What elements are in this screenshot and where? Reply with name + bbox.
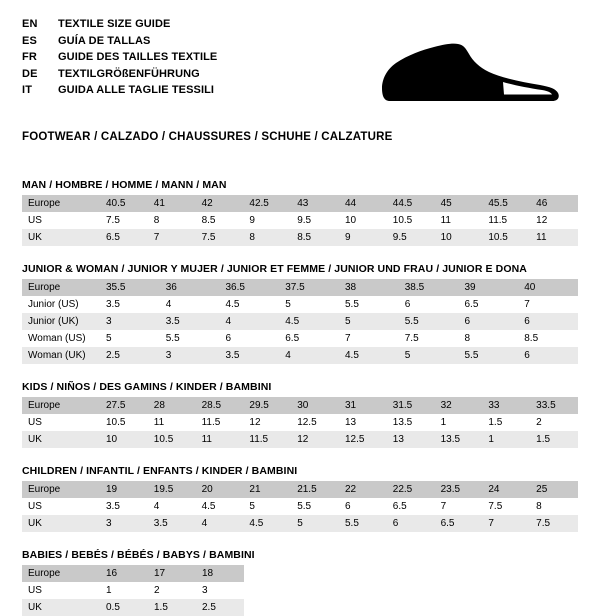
size-section xyxy=(22,465,578,532)
column-header-cell: 32 xyxy=(435,397,483,414)
size-cell: 12 xyxy=(530,212,578,229)
size-cell: 5 xyxy=(243,498,291,515)
table-header-row xyxy=(22,195,578,212)
size-cell: 2.5 xyxy=(196,599,244,616)
column-header-cell: 19 xyxy=(100,481,148,498)
section-title: MAN / HOMBRE / HOMME / MANN / MAN xyxy=(22,179,227,191)
column-header-cell: 38 xyxy=(339,279,399,296)
column-header-cell: 19.5 xyxy=(148,481,196,498)
row-label: Europe xyxy=(22,195,100,212)
column-header-cell: 37.5 xyxy=(279,279,339,296)
size-cell: 5 xyxy=(279,296,339,313)
dress-shoe-icon xyxy=(374,30,564,115)
size-cell: 6 xyxy=(518,347,578,364)
table-row xyxy=(22,212,578,229)
size-cell: 11 xyxy=(148,414,196,431)
column-header-cell: 22.5 xyxy=(387,481,435,498)
size-section xyxy=(22,549,578,616)
size-table xyxy=(22,279,578,364)
table-row xyxy=(22,347,578,364)
size-cell: 11.5 xyxy=(196,414,244,431)
size-cell: 5.5 xyxy=(339,515,387,532)
size-cell: 3.5 xyxy=(148,515,196,532)
table-header-row xyxy=(22,481,578,498)
column-header-cell: 25 xyxy=(530,481,578,498)
column-header-cell: 28.5 xyxy=(196,397,244,414)
size-cell: 4.5 xyxy=(196,498,244,515)
size-cell: 7.5 xyxy=(530,515,578,532)
language-title: GUÍA DE TALLAS xyxy=(58,34,151,47)
column-header-cell: 27.5 xyxy=(100,397,148,414)
size-cell: 1 xyxy=(435,414,483,431)
size-cell: 10 xyxy=(435,229,483,246)
column-header-cell: 38.5 xyxy=(399,279,459,296)
column-header-cell: 29.5 xyxy=(243,397,291,414)
column-header-cell: 24 xyxy=(482,481,530,498)
row-label: Europe xyxy=(22,279,100,296)
column-header-cell: 43 xyxy=(291,195,339,212)
size-cell: 4 xyxy=(160,296,220,313)
size-cell: 0.5 xyxy=(100,599,148,616)
size-cell: 3.5 xyxy=(100,296,160,313)
size-cell: 8 xyxy=(459,330,519,347)
row-label: US xyxy=(22,498,100,515)
size-cell: 7 xyxy=(435,498,483,515)
size-cell: 9.5 xyxy=(387,229,435,246)
size-cell: 11.5 xyxy=(243,431,291,448)
size-cell: 6.5 xyxy=(387,498,435,515)
size-cell: 4.5 xyxy=(339,347,399,364)
row-label: Europe xyxy=(22,397,100,414)
section-title: CHILDREN / INFANTIL / ENFANTS / KINDER / BAMBINI xyxy=(22,465,298,477)
size-cell: 6.5 xyxy=(279,330,339,347)
row-label: UK xyxy=(22,515,100,532)
size-cell: 5 xyxy=(291,515,339,532)
size-section xyxy=(22,381,578,448)
size-cell: 6 xyxy=(459,313,519,330)
size-table xyxy=(22,565,244,616)
section-title: BABIES / BEBÉS / BÉBÉS / BABYS / BAMBINI xyxy=(22,549,255,561)
size-cell: 12 xyxy=(243,414,291,431)
language-title: TEXTILGRÖßENFÜHRUNG xyxy=(58,67,200,80)
row-label: Woman (UK) xyxy=(22,347,100,364)
row-label: UK xyxy=(22,229,100,246)
row-label: Junior (US) xyxy=(22,296,100,313)
size-cell: 11 xyxy=(530,229,578,246)
column-header-cell: 21.5 xyxy=(291,481,339,498)
size-cell: 6.5 xyxy=(100,229,148,246)
row-label: Junior (UK) xyxy=(22,313,100,330)
column-header-cell: 40.5 xyxy=(100,195,148,212)
size-cell: 3.5 xyxy=(220,347,280,364)
table-row xyxy=(22,431,578,448)
table-row xyxy=(22,582,244,599)
column-header-cell: 31 xyxy=(339,397,387,414)
size-cell: 11 xyxy=(435,212,483,229)
size-cell: 1 xyxy=(482,431,530,448)
size-cell: 2 xyxy=(530,414,578,431)
column-header-cell: 44 xyxy=(339,195,387,212)
table-header-row xyxy=(22,565,244,582)
size-cell: 8 xyxy=(243,229,291,246)
language-title: GUIDE DES TAILLES TEXTILE xyxy=(58,51,218,63)
column-header-cell: 20 xyxy=(196,481,244,498)
column-header-cell: 45.5 xyxy=(482,195,530,212)
column-header-cell: 28 xyxy=(148,397,196,414)
size-cell: 1.5 xyxy=(148,599,196,616)
size-cell: 12 xyxy=(291,431,339,448)
size-cell: 4 xyxy=(279,347,339,364)
size-cell: 7.5 xyxy=(482,498,530,515)
size-cell: 5.5 xyxy=(339,296,399,313)
column-header-cell: 33 xyxy=(482,397,530,414)
size-cell: 8 xyxy=(530,498,578,515)
column-header-cell: 21 xyxy=(243,481,291,498)
size-cell: 10.5 xyxy=(148,431,196,448)
language-title-list xyxy=(22,16,217,99)
size-cell: 10 xyxy=(100,431,148,448)
column-header-cell: 33.5 xyxy=(530,397,578,414)
size-cell: 12.5 xyxy=(339,431,387,448)
size-table xyxy=(22,397,578,448)
size-cell: 8.5 xyxy=(518,330,578,347)
size-cell: 7 xyxy=(148,229,196,246)
language-title-row xyxy=(22,82,217,99)
size-table xyxy=(22,195,578,246)
language-code: DE xyxy=(22,67,38,80)
size-cell: 3 xyxy=(160,347,220,364)
size-cell: 6.5 xyxy=(435,515,483,532)
language-code: IT xyxy=(22,84,33,96)
size-cell: 9 xyxy=(243,212,291,229)
size-cell: 4 xyxy=(148,498,196,515)
column-header-cell: 31.5 xyxy=(387,397,435,414)
page-header xyxy=(22,16,578,115)
size-cell: 6 xyxy=(220,330,280,347)
size-cell: 10.5 xyxy=(100,414,148,431)
size-cell: 4.5 xyxy=(243,515,291,532)
size-cell: 5.5 xyxy=(459,347,519,364)
size-cell: 10.5 xyxy=(482,229,530,246)
size-cell: 4 xyxy=(220,313,280,330)
size-cell: 10.5 xyxy=(387,212,435,229)
row-label: US xyxy=(22,582,100,599)
column-header-cell: 44.5 xyxy=(387,195,435,212)
size-cell: 4.5 xyxy=(279,313,339,330)
size-cell: 7.5 xyxy=(399,330,459,347)
size-cell: 13.5 xyxy=(435,431,483,448)
column-header-cell: 46 xyxy=(530,195,578,212)
language-code: FR xyxy=(22,51,38,63)
size-cell: 1.5 xyxy=(530,431,578,448)
size-cell: 8.5 xyxy=(291,229,339,246)
size-cell: 2.5 xyxy=(100,347,160,364)
section-title: JUNIOR & WOMAN / JUNIOR Y MUJER / JUNIOR ET FEMME / JUNIOR UND FRAU / JUNIOR E DONA xyxy=(22,263,527,275)
size-table xyxy=(22,481,578,532)
table-header-row xyxy=(22,397,578,414)
table-row xyxy=(22,599,244,616)
size-cell: 8.5 xyxy=(196,212,244,229)
column-header-cell: 30 xyxy=(291,397,339,414)
language-title-row xyxy=(22,33,217,50)
size-cell: 3 xyxy=(196,582,244,599)
table-row xyxy=(22,313,578,330)
size-cell: 1.5 xyxy=(482,414,530,431)
table-row xyxy=(22,414,578,431)
size-cell: 5 xyxy=(339,313,399,330)
size-cell: 6 xyxy=(399,296,459,313)
section-title: KIDS / NIÑOS / DES GAMINS / KINDER / BAMBINI xyxy=(22,381,272,393)
column-header-cell: 36.5 xyxy=(220,279,280,296)
column-header-cell: 45 xyxy=(435,195,483,212)
size-cell: 11 xyxy=(196,431,244,448)
table-row xyxy=(22,330,578,347)
row-label: Woman (US) xyxy=(22,330,100,347)
table-row xyxy=(22,498,578,515)
size-cell: 1 xyxy=(100,582,148,599)
size-cell: 6.5 xyxy=(459,296,519,313)
size-cell: 5.5 xyxy=(399,313,459,330)
size-cell: 3.5 xyxy=(100,498,148,515)
table-row xyxy=(22,296,578,313)
language-title-row xyxy=(22,66,217,83)
row-label: Europe xyxy=(22,481,100,498)
size-cell: 13.5 xyxy=(387,414,435,431)
size-cell: 2 xyxy=(148,582,196,599)
size-cell: 7 xyxy=(518,296,578,313)
language-title: GUIDA ALLE TAGLIE TESSILI xyxy=(58,84,215,96)
column-header-cell: 23.5 xyxy=(435,481,483,498)
size-cell: 3.5 xyxy=(160,313,220,330)
size-cell: 5 xyxy=(100,330,160,347)
language-code: ES xyxy=(22,34,38,47)
size-cell: 11.5 xyxy=(482,212,530,229)
size-cell: 4 xyxy=(196,515,244,532)
language-title-row xyxy=(22,16,217,33)
column-header-cell: 41 xyxy=(148,195,196,212)
size-tables xyxy=(22,179,578,616)
language-code: EN xyxy=(22,18,38,30)
size-cell: 5.5 xyxy=(160,330,220,347)
size-cell: 6 xyxy=(387,515,435,532)
column-header-cell: 42 xyxy=(196,195,244,212)
size-cell: 6 xyxy=(518,313,578,330)
size-section xyxy=(22,179,578,246)
size-cell: 5.5 xyxy=(291,498,339,515)
column-header-cell: 36 xyxy=(160,279,220,296)
row-label: US xyxy=(22,414,100,431)
size-cell: 7.5 xyxy=(196,229,244,246)
size-cell: 3 xyxy=(100,515,148,532)
size-cell: 12.5 xyxy=(291,414,339,431)
size-cell: 10 xyxy=(339,212,387,229)
size-cell: 5 xyxy=(399,347,459,364)
size-cell: 9 xyxy=(339,229,387,246)
column-header-cell: 22 xyxy=(339,481,387,498)
page-subtitle: FOOTWEAR / CALZADO / CHAUSSURES / SCHUHE / CALZATURE xyxy=(22,131,393,143)
column-header-cell: 17 xyxy=(148,565,196,582)
size-cell: 13 xyxy=(387,431,435,448)
table-header-row xyxy=(22,279,578,296)
row-label: UK xyxy=(22,431,100,448)
size-cell: 8 xyxy=(148,212,196,229)
size-cell: 4.5 xyxy=(220,296,280,313)
column-header-cell: 40 xyxy=(518,279,578,296)
column-header-cell: 16 xyxy=(100,565,148,582)
row-label: UK xyxy=(22,599,100,616)
language-title-row xyxy=(22,49,217,66)
row-label: Europe xyxy=(22,565,100,582)
language-title: TEXTILE SIZE GUIDE xyxy=(58,18,171,30)
table-row xyxy=(22,515,578,532)
size-section xyxy=(22,263,578,364)
table-row xyxy=(22,229,578,246)
size-cell: 9.5 xyxy=(291,212,339,229)
column-header-cell: 18 xyxy=(196,565,244,582)
column-header-cell: 42.5 xyxy=(243,195,291,212)
size-cell: 6 xyxy=(339,498,387,515)
size-cell: 13 xyxy=(339,414,387,431)
size-cell: 7.5 xyxy=(100,212,148,229)
row-label: US xyxy=(22,212,100,229)
size-cell: 3 xyxy=(100,313,160,330)
size-cell: 7 xyxy=(339,330,399,347)
column-header-cell: 39 xyxy=(459,279,519,296)
column-header-cell: 35.5 xyxy=(100,279,160,296)
size-cell: 7 xyxy=(482,515,530,532)
